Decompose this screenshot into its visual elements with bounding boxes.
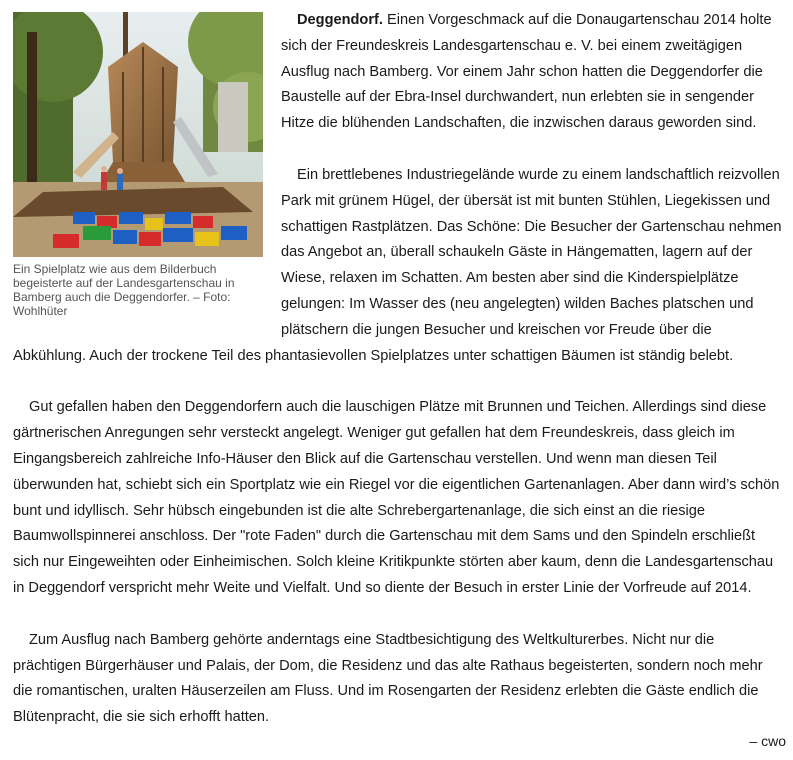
paragraph-3: Gut gefallen haben den Deggendorfern auch die lauschigen Plätze mit Brunnen und Teichen. Allerdings sind diese gärtnerischen Anregungen sehr versteckt angelegt. Weniger gut gefallen hat dem Freundeskreis, dass gleich im Eingangsbereich zahlreiche Info-Häuser den Blick auf die Gartenschau verstellen. Und wenn man diesen Teil überwunden hat, schiebt sich ein Sportplatz wie ein Riegel vor die eigentlichen Gartenanlagen. Aber dann wird’s schön bunt und idyllisch. Sehr hübsch eingebunden ist die alte Schrebergartenanlage, die sich einst an die riesige Baumwollspinnerei anschloss. Der "rote Faden" durch die Gartenschau mit dem Sams und den Spindeln erschließt sich nur Eingeweihten oder Einheimischen. Solch kleine Kritikpunkte störten aber kaum, denn die Landesgartenschau in Deggendorf verspricht mehr Weite und Vielfalt. Und so diente der Besuch in erster Linie der Vorfreude auf 2014. [13, 399, 780, 596]
photo-caption: Ein Spielplatz wie aus dem Bilderbuch begeisterte auf der Landesgartenschau in Bamberg auch die Deggendorfer. – Foto: Wohlhüter [13, 262, 235, 318]
paragraph-4: Zum Ausflug nach Bamberg gehörte anderntags eine Stadtbesichtigung des Weltkulturerbes. Nicht nur die prächtigen Bürgerhäuser und Palais, der Dom, die Residenz und das alte Rathaus begeisterten, sondern noch mehr die romantischen, uralten Häuserzeilen am Fluss. Und im Rosengarten der Residenz erlebten die Gäste endlich die Blütenpracht, die sie sich erhofft hatten. [13, 631, 763, 726]
article-figure [13, 12, 263, 318]
paragraph-2: Ein brettlebenes Industriegelände wurde zu einem landschaftlich reizvollen Park mit grünem Hügel, der übersät ist mit bunten Stühlen, Liegekissen und schattigen Rastplätzen. Das Schöne: Die Besucher der Gartenschau nehmen das Angebot an, überall schaukeln Gäste in Hängematten, lagern auf der Wiese, relaxen im Schatten. Am besten aber sind die Kinderspielplätze gelungen: Im Wasser des (neu angelegten) wilden Baches platschen und plätschern die jungen Besucher und kreischen vor Freude über die Abkühlung. Auch der trockene Teil des phantasievollen Spielplatzes unter schattigen Bäumen ist ständig belebt. [13, 166, 782, 364]
author-signature: – cwo [749, 733, 786, 749]
paragraph-1-text: Einen Vorgeschmack auf die Donaugartenschau 2014 holte sich der Freundeskreis Landesgartenschau e. V. bei einem zweitägigen Ausflug nach Bamberg. Vor einem Jahr schon hatten die Deggendorfer die Baustelle auf der Ebra-Insel durchwandert, nun erlebten sie in sengender Hitze die blühenden Landschaften, die inzwischen daraus geworden sind. [281, 12, 772, 132]
playground-photo [13, 12, 263, 257]
article [13, 8, 785, 757]
dateline: Deggendorf. [297, 12, 383, 28]
